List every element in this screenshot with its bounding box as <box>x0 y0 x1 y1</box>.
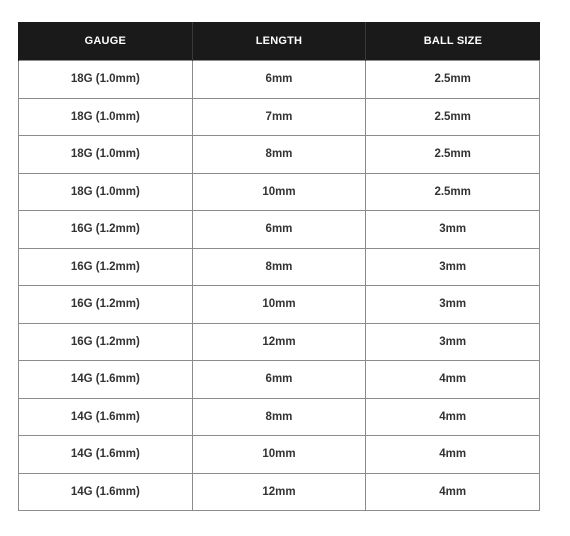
table-row <box>19 61 540 99</box>
table-header <box>19 22 540 61</box>
cell-length: 8mm <box>192 398 366 436</box>
table-body <box>19 61 540 511</box>
cell-gauge: 18G (1.0mm) <box>19 173 193 211</box>
table-row <box>19 211 540 249</box>
cell-ball-size: 3mm <box>366 286 540 324</box>
cell-ball-size: 2.5mm <box>366 136 540 174</box>
cell-ball-size: 4mm <box>366 436 540 474</box>
cell-ball-size: 4mm <box>366 361 540 399</box>
table-row <box>19 473 540 511</box>
cell-gauge: 14G (1.6mm) <box>19 361 193 399</box>
cell-ball-size: 3mm <box>366 248 540 286</box>
cell-ball-size: 3mm <box>366 323 540 361</box>
cell-gauge: 18G (1.0mm) <box>19 61 193 99</box>
cell-length: 12mm <box>192 473 366 511</box>
cell-length: 6mm <box>192 211 366 249</box>
cell-ball-size: 4mm <box>366 398 540 436</box>
cell-ball-size: 3mm <box>366 211 540 249</box>
header-row <box>19 22 540 61</box>
cell-gauge: 16G (1.2mm) <box>19 286 193 324</box>
cell-length: 7mm <box>192 98 366 136</box>
table-row <box>19 323 540 361</box>
cell-ball-size: 2.5mm <box>366 61 540 99</box>
header-length: LENGTH <box>192 22 366 61</box>
cell-gauge: 14G (1.6mm) <box>19 398 193 436</box>
cell-gauge: 14G (1.6mm) <box>19 436 193 474</box>
cell-gauge: 18G (1.0mm) <box>19 136 193 174</box>
cell-gauge: 16G (1.2mm) <box>19 211 193 249</box>
cell-gauge: 18G (1.0mm) <box>19 98 193 136</box>
table-row <box>19 173 540 211</box>
header-ball-size: BALL SIZE <box>366 22 540 61</box>
size-chart-table <box>18 22 540 511</box>
table-row <box>19 436 540 474</box>
cell-ball-size: 2.5mm <box>366 98 540 136</box>
cell-length: 12mm <box>192 323 366 361</box>
header-gauge: GAUGE <box>19 22 193 61</box>
cell-length: 8mm <box>192 248 366 286</box>
cell-gauge: 14G (1.6mm) <box>19 473 193 511</box>
cell-length: 6mm <box>192 361 366 399</box>
table-row <box>19 398 540 436</box>
cell-length: 10mm <box>192 436 366 474</box>
cell-gauge: 16G (1.2mm) <box>19 323 193 361</box>
table-row <box>19 248 540 286</box>
cell-ball-size: 4mm <box>366 473 540 511</box>
table-row <box>19 136 540 174</box>
cell-length: 10mm <box>192 173 366 211</box>
cell-length: 8mm <box>192 136 366 174</box>
cell-length: 6mm <box>192 61 366 99</box>
cell-length: 10mm <box>192 286 366 324</box>
cell-gauge: 16G (1.2mm) <box>19 248 193 286</box>
table-row <box>19 361 540 399</box>
table-row <box>19 286 540 324</box>
cell-ball-size: 2.5mm <box>366 173 540 211</box>
table-row <box>19 98 540 136</box>
